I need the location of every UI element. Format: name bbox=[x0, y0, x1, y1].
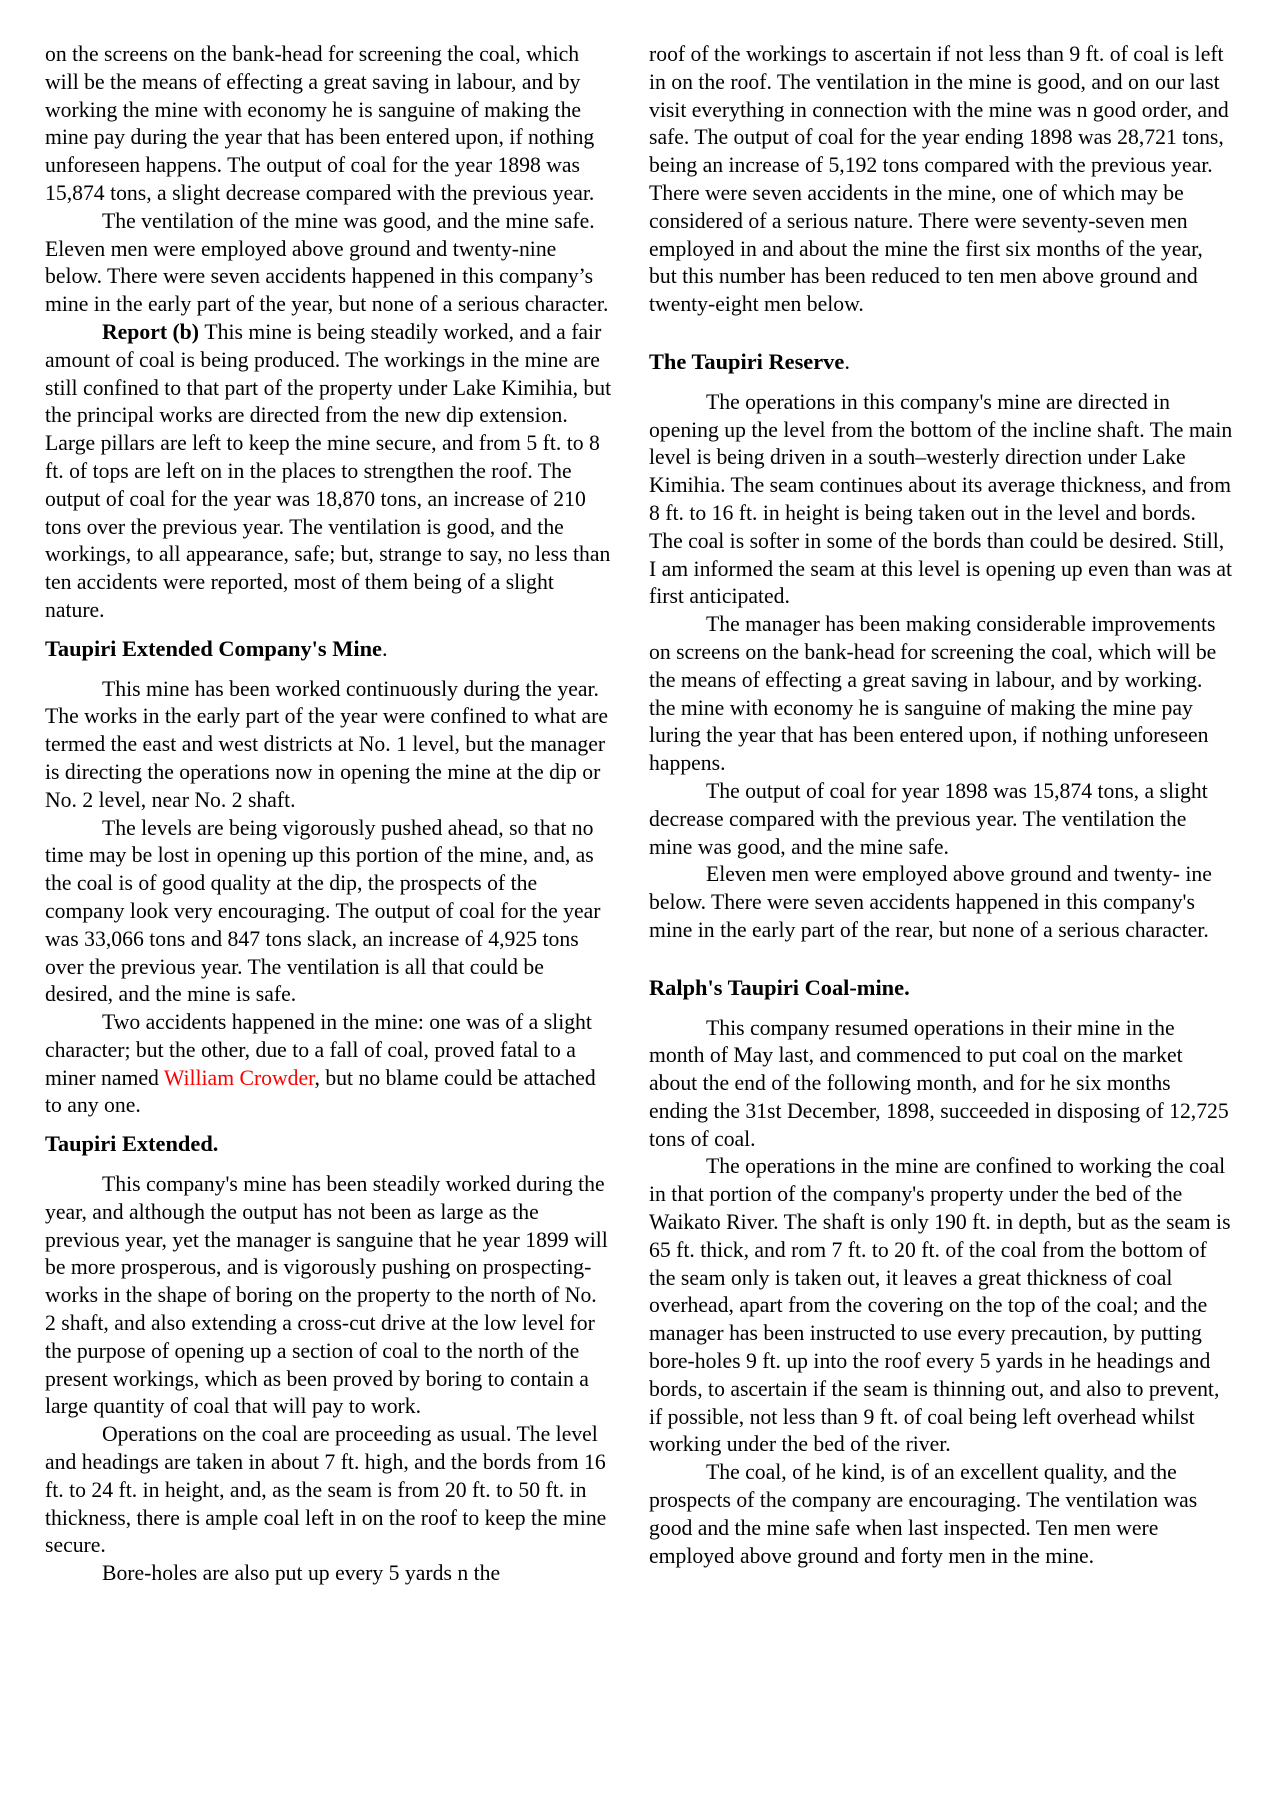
body-text-run: Two accidents happened in the mine: one was of a slight character; but the other, due to a fall of coal, proved fatal to a miner named bbox=[45, 1010, 592, 1090]
paragraph bbox=[45, 1171, 612, 1421]
paragraph bbox=[45, 1421, 612, 1560]
body-text-run: Bore-holes are also put up every 5 yards n the bbox=[102, 1561, 501, 1586]
body-text-run: The operations in the mine are confined to working the coal in that portion of the company's property under the bed of the Waikato River. The shaft is only 190 ft. in depth, but as the seam is 65 ft. thick, and rom 7 ft. to 20 ft. of the coal from the bottom of the seam only is taken out, it leaves a great thickness of coal overhead, apart from the covering on the top of the coal; and the manager has been instructed to use every precaution, by putting bore-holes 9 ft. up into the roof every 5 yards in he headings and bords, to ascertain if the seam is thinning out, and also to prevent, if possible, not less than 9 ft. of coal being left overhead whilst working under the bed of the river. bbox=[649, 1154, 1231, 1457]
paragraph bbox=[649, 861, 1234, 944]
fatality-name-red-text: William Crowder bbox=[163, 1065, 315, 1090]
body-text-run: roof of the workings to ascertain if not less than 9 ft. of coal is left in on the roof. The ventilation in the mine is good, and on our last visit everything in connection with the mine was n good order, and safe. The output of coal for the year ending 1898 was 28,721 tons, being an increase of 5,192 tons compared with the previous year. There were seven accidents in the mine, one of which may be considered of a serious nature. There were seventy-seven men employed in and about the mine the first six months of the year, but this number has been reduced to ten men above ground and twenty-eight men below. bbox=[649, 42, 1229, 317]
body-text-run: The ventilation of the mine was good, and the mine safe. Eleven men were employed above ground and twenty-nine below. There were seven accidents happened in this company’s mine in the early part of the year, but none of a serious character. bbox=[45, 208, 609, 317]
section-heading-text: Ralph's Taupiri Coal-mine. bbox=[649, 974, 910, 1000]
body-text-run: Eleven men were employed above ground and twenty- ine below. There were seven accidents happened in this company's mine in the early part of the rear, but none of a serious character. bbox=[649, 862, 1212, 942]
paragraph bbox=[45, 208, 612, 319]
paragraph bbox=[45, 1560, 612, 1588]
section-heading bbox=[649, 348, 1234, 376]
right-column bbox=[649, 41, 1234, 1800]
paragraph bbox=[649, 1153, 1234, 1459]
section-heading-text: The Taupiri Reserve bbox=[649, 348, 845, 374]
body-text-run: The operations in this company's mine are directed in opening up the level from the bottom of the incline shaft. The main level is being driven in a south–westerly direction under Lake Kimihia. The seam continues about its average thickness, and from 8 ft. to 16 ft. in height is being taken out in the level and bords. The coal is softer in some of the bords than could be desired. Still, I am informed the seam at this level is opening up even than was at first anticipated. bbox=[649, 389, 1233, 609]
paragraph bbox=[45, 676, 612, 815]
paragraph bbox=[45, 815, 612, 1010]
body-text-run: The output of coal for year 1898 was 15,874 tons, a slight decrease compared with the previous year. The ventilation the mine was good, and the mine safe. bbox=[649, 778, 1208, 859]
body-text-run: This mine is being steadily worked, and a fair amount of coal is being produced. The workings in the mine are still confined to that part of the property under Lake Kimihia, but the principal works are directed from the new dip extension. Large pillars are left to keep the mine secure, and from 5 ft. to 8 ft. of tops are left on in the places to strengthen the roof. The output of coal for the year was 18,870 tons, an increase of 210 tons over the previous year. The ventilation is good, and the workings, to all appearance, safe; but, strange to say, no less than ten accidents were reported, most of them being of a slight nature. bbox=[45, 319, 612, 622]
section-heading-text: Taupiri Extended Company's Mine bbox=[45, 635, 382, 661]
section-heading-tail: . bbox=[381, 635, 388, 661]
paragraph bbox=[649, 41, 1234, 319]
paragraph bbox=[45, 1009, 612, 1120]
section-heading-text: Taupiri Extended. bbox=[45, 1131, 219, 1157]
body-text-run: The manager has been making considerable improvements on screens on the bank-head for screening the coal, which will be the means of effecting a great saving in labour, and by working. the mine with economy he is sanguine of making the mine pay luring the year that has been entered upon, if nothing unforeseen happens. bbox=[649, 612, 1217, 776]
body-text-run: , but no blame could be attached to any one. bbox=[45, 1065, 596, 1118]
body-text-run: This company's mine has been steadily worked during the year, and although the output has not been as large as the previous year, yet the manager is sanguine that he year 1899 will be more prosperous, and is vigorously pushing on prospecting-works in the shape of boring on the property to the north of No. 2 shaft, and also extending a cross-cut drive at the low level for the purpose of opening up a section of coal to the north of the present workings, which as been proved by boring to contain a large quantity of coal that will pay to work. bbox=[45, 1172, 608, 1419]
paragraph bbox=[649, 1459, 1234, 1570]
section-heading bbox=[45, 635, 612, 663]
body-text-run: The coal, of he kind, is of an excellent quality, and the prospects of the company are encouraging. The ventilation was good and the mine safe when last inspected. Ten men were employed above ground and forty men in the mine. bbox=[649, 1460, 1198, 1568]
paragraph bbox=[45, 41, 612, 208]
body-text-run: on the screens on the bank-head for screening the coal, which will be the means of effecting a great saving in labour, and by working the mine with economy he is sanguine of making the mine pay during the year that has been entered upon, if nothing unforeseen happens. The output of coal for the year 1898 was 15,874 tons, a slight decrease compared with the previous year. bbox=[45, 42, 595, 205]
left-column bbox=[45, 41, 612, 1800]
body-text-run: Operations on the coal are proceeding as usual. The level and headings are taken in about 7 ft. high, and the bords from 16 ft. to 24 ft. in height, and, as the seam is from 20 ft. to 50 ft. in thickness, there is ample coal left in on the roof to keep the mine secure. bbox=[45, 1422, 607, 1558]
section-heading bbox=[649, 974, 1234, 1002]
body-text-run: This mine has been worked continuously during the year. The works in the early part of the year were confined to what are termed the east and west districts at No. 1 level, but the manager is directing the operations now in opening the mine at the dip or No. 2 level, near No. 2 shaft. bbox=[45, 676, 609, 812]
body-text-run: The levels are being vigorously pushed ahead, so that no time may be lost in opening up this portion of the mine, and, as the coal is of good quality at the dip, the prospects of the company look very encouraging. The output of coal for the year was 33,066 tons and 847 tons slack, an increase of 4,925 tons over the previous year. The ventilation is all that could be desired, and the mine is safe. bbox=[45, 815, 601, 1007]
paragraph bbox=[649, 1015, 1234, 1154]
paragraph bbox=[649, 778, 1234, 861]
paragraph bbox=[649, 611, 1234, 778]
section-heading bbox=[45, 1130, 612, 1158]
body-text-run: This company resumed operations in their mine in the month of May last, and commenced to put coal on the market about the end of the following month, and for he six months ending the 31st December, 1898, succeeded in disposing of 12,725 tons of coal. bbox=[649, 1015, 1229, 1151]
bold-lead-text: Report (b) bbox=[102, 319, 205, 344]
section-heading-tail: . bbox=[844, 348, 850, 374]
paragraph bbox=[649, 389, 1234, 611]
paragraph bbox=[45, 319, 612, 625]
